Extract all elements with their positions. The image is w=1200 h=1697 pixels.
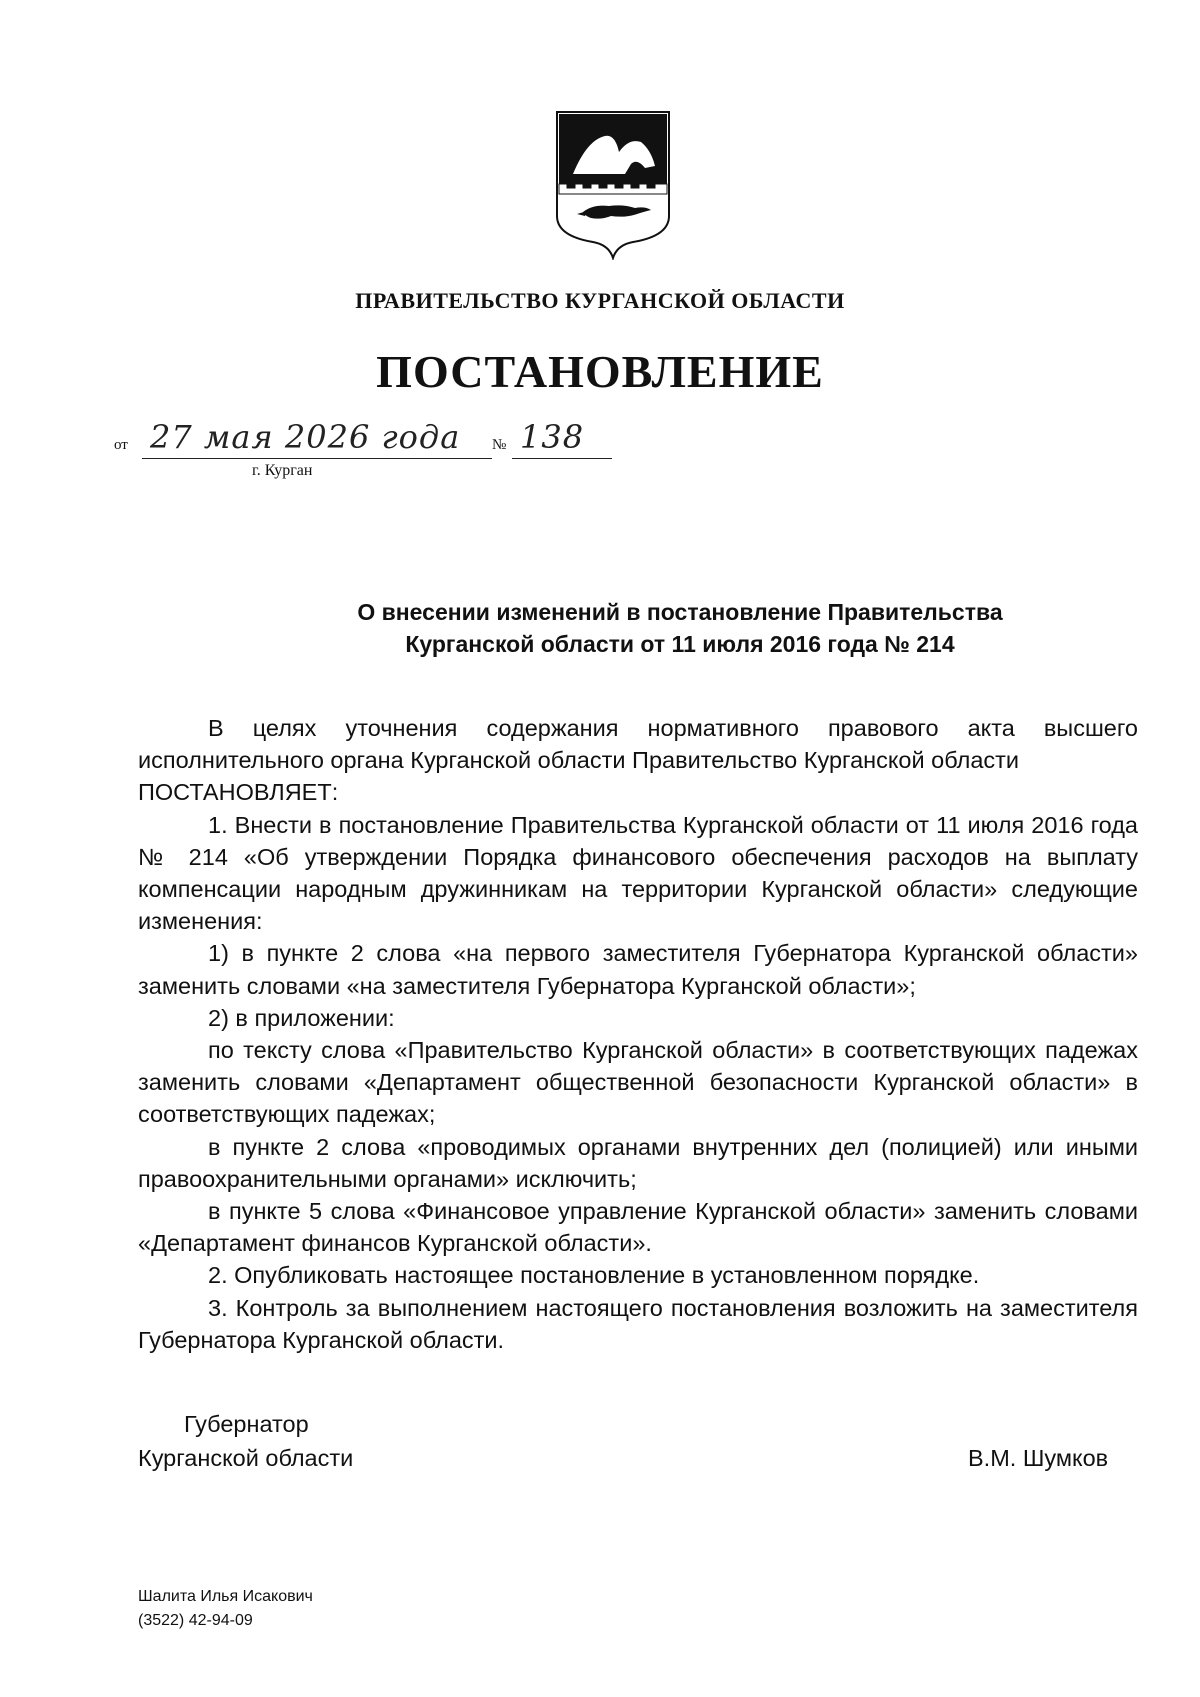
executor-name: Шалита Илья Исакович: [138, 1588, 313, 1605]
item-2-paragraph: 2. Опубликовать настоящее постановление в установленном порядке.: [208, 1262, 980, 1289]
city-name: г. Курган: [252, 462, 313, 479]
signatory-title: [138, 1407, 353, 1475]
handwritten-date: 27 мая 2026 года: [150, 418, 461, 456]
date-prefix: от: [114, 437, 128, 453]
subject-line-2: Курганской области от 11 июля 2016 года № 214: [405, 631, 955, 657]
signatory-title-line-1: Губернатор: [184, 1411, 309, 1437]
coat-of-arms-emblem: [553, 108, 673, 260]
document-type-title: ПОСТАНОВЛЕНИЕ: [376, 346, 824, 397]
document-body: [138, 712, 1138, 1356]
amendment-paragraph-2: в пункте 2 слова «проводимых органами внутренних дел (полицией) или иными правоохранительными органами» исключить;: [138, 1133, 1138, 1192]
item-1-paragraph: 1. Внести в постановление Правительства Курганской области от 11 июля 2016 года № 214 «Об утверждении Порядка финансового обеспечения расходов на выплату компенсации народным дружинникам на территории Курганской области» следующие изменения:: [138, 811, 1138, 935]
preamble-paragraph: В целях уточнения содержания нормативного правового акта высшего исполнительного органа Курганской области Правительство Курганской области: [138, 715, 1138, 774]
executor-phone: (3522) 42-94-09: [138, 1612, 253, 1629]
subitem-2-paragraph: 2) в приложении:: [208, 1004, 395, 1031]
signatory-title-line-2: Курганской области: [138, 1445, 354, 1471]
item-3-paragraph: 3. Контроль за выполнением настоящего постановления возложить на заместителя Губернатора Курганской области.: [138, 1294, 1138, 1353]
subitem-1-paragraph: 1) в пункте 2 слова «на первого заместителя Губернатора Курганской области» заменить словами «на заместителя Губернатора Курганской области»;: [138, 940, 1138, 999]
amendment-paragraph-1: по тексту слова «Правительство Курганской области» в соответствующих падежах заменить словами «Департамент общественной безопасности Курганской области» в соответствующих падежах;: [138, 1037, 1138, 1128]
number-sign: №: [492, 437, 507, 453]
amendment-paragraph-3: в пункте 5 слова «Финансовое управление Курганской области» заменить словами «Департамент финансов Курганской области».: [138, 1198, 1138, 1257]
executor-info: [138, 1585, 313, 1633]
number-underline: [512, 458, 612, 459]
document-subject: [230, 596, 1130, 660]
subject-line-1: О внесении изменений в постановление Правительства: [357, 599, 1003, 625]
signatory-name: В.М. Шумков: [968, 1445, 1109, 1471]
handwritten-number: 138: [520, 418, 585, 456]
date-underline: [142, 458, 492, 459]
organization-name: ПРАВИТЕЛЬСТВО КУРГАНСКОЙ ОБЛАСТИ: [355, 288, 845, 313]
resolves-word: ПОСТАНОВЛЯЕТ:: [138, 779, 339, 806]
